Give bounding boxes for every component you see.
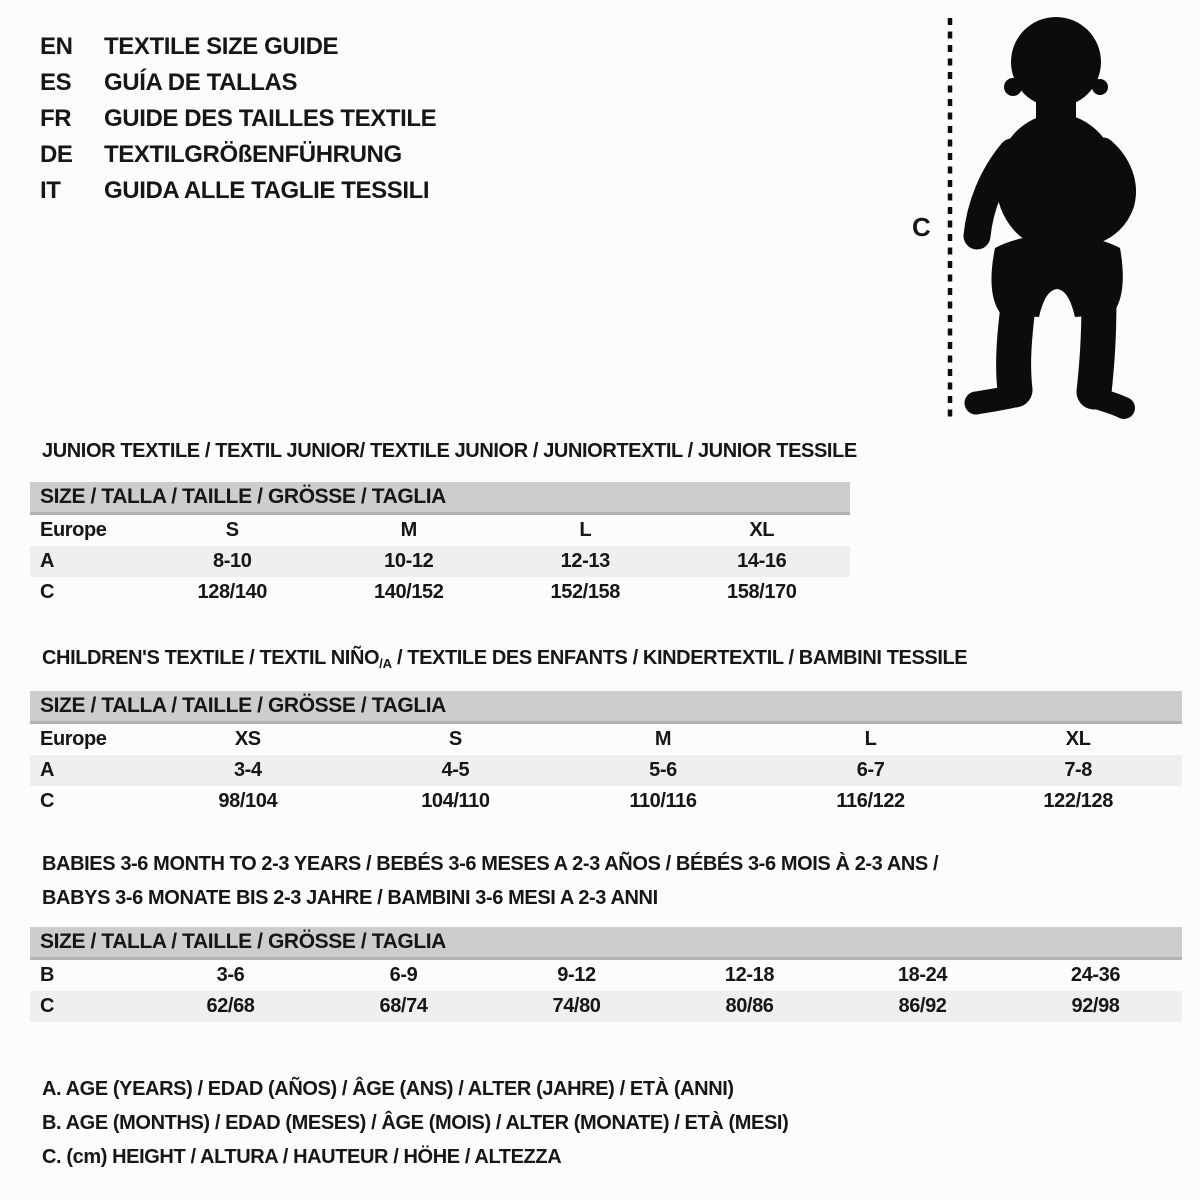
- value-cell: 140/152: [374, 581, 444, 603]
- height-label: C: [912, 212, 931, 242]
- table-row: [30, 960, 1182, 991]
- language-row: [40, 137, 436, 173]
- legend: [42, 1072, 788, 1174]
- size-header-bar: SIZE / TALLA / TAILLE / GRÖSSE / TAGLIA: [30, 482, 850, 515]
- table-row: [30, 515, 850, 546]
- language-row: [40, 65, 436, 101]
- value-cell: XL: [749, 519, 775, 541]
- value-cell: 122/128: [1043, 790, 1113, 812]
- language-label: TEXTILE SIZE GUIDE: [104, 33, 339, 60]
- language-list: [40, 29, 436, 209]
- value-cell: 9-12: [557, 964, 596, 986]
- value-cell: 6-7: [856, 759, 885, 781]
- language-label: GUIDE DES TAILLES TEXTILE: [104, 105, 437, 132]
- value-cell: L: [864, 728, 877, 750]
- language-code: FR: [40, 105, 72, 132]
- value-cell: 10-12: [384, 550, 434, 572]
- language-row: [40, 29, 436, 65]
- language-code: EN: [40, 33, 73, 60]
- value-cell: 18-24: [897, 964, 948, 986]
- value-cell: 12-13: [560, 550, 610, 572]
- value-cell: XL: [1065, 728, 1091, 750]
- language-code: DE: [40, 141, 73, 168]
- value-cell: 3-4: [233, 759, 262, 781]
- language-code: IT: [40, 177, 61, 204]
- row-label-cell: Europe: [40, 728, 107, 750]
- size-header-bar: SIZE / TALLA / TAILLE / GRÖSSE / TAGLIA: [30, 927, 1182, 960]
- babies-section-title: [42, 847, 938, 915]
- row-label-cell: C: [40, 581, 55, 603]
- table-row: [30, 577, 850, 608]
- table-row: [30, 724, 1182, 755]
- size-header-bar: SIZE / TALLA / TAILLE / GRÖSSE / TAGLIA: [30, 691, 1182, 724]
- language-row: [40, 173, 436, 209]
- value-cell: 3-6: [216, 964, 245, 986]
- title-text: / TEXTILE DES ENFANTS / KINDERTEXTIL / BAMBINI TESSILE: [391, 647, 968, 669]
- junior-section-title: [42, 434, 857, 468]
- value-cell: 128/140: [197, 581, 267, 603]
- value-cell: 14-16: [737, 550, 787, 572]
- value-cell: S: [448, 728, 462, 750]
- legend-line: C. (cm) HEIGHT / ALTURA / HAUTEUR / HÖHE / ALTEZZA: [42, 1146, 562, 1168]
- value-cell: L: [579, 519, 592, 541]
- value-cell: 98/104: [218, 790, 278, 812]
- value-cell: 24-36: [1070, 964, 1121, 986]
- row-label-cell: C: [40, 995, 55, 1017]
- value-cell: 6-9: [389, 964, 418, 986]
- value-cell: 68/74: [379, 995, 428, 1017]
- value-cell: 7-8: [1064, 759, 1093, 781]
- language-label: GUIDA ALLE TAGLIE TESSILI: [104, 177, 430, 204]
- value-cell: 158/170: [727, 581, 797, 603]
- value-cell: XS: [234, 728, 261, 750]
- title-text: BABYS 3-6 MONATE BIS 2-3 JAHRE / BAMBINI 3-6 MESI A 2-3 ANNI: [42, 887, 658, 909]
- children-section-title: [42, 641, 967, 681]
- value-cell: 110/116: [629, 790, 697, 812]
- value-cell: 74/80: [552, 995, 601, 1017]
- babies-size-table: [30, 927, 1182, 1022]
- legend-line: A. AGE (YEARS) / EDAD (AÑOS) / ÂGE (ANS) / ALTER (JAHRE) / ETÀ (ANNI): [42, 1078, 734, 1100]
- row-label-cell: Europe: [40, 519, 107, 541]
- children-size-table: [30, 691, 1182, 817]
- table-row: [30, 786, 1182, 817]
- title-text: BABIES 3-6 MONTH TO 2-3 YEARS / BEBÉS 3-6 MESES A 2-3 AÑOS / BÉBÉS 3-6 MOIS À 2-3 ANS /: [42, 853, 939, 875]
- table-row: [30, 755, 1182, 786]
- language-label: GUÍA DE TALLAS: [104, 69, 298, 96]
- value-cell: 80/86: [725, 995, 774, 1017]
- row-label-cell: B: [40, 964, 55, 986]
- section-title-line: [42, 881, 938, 915]
- value-cell: 62/68: [206, 995, 255, 1017]
- language-label: TEXTILGRÖßENFÜHRUNG: [104, 141, 402, 168]
- title-text: CHILDREN'S TEXTILE / TEXTIL NIÑO: [42, 647, 380, 669]
- value-cell: 104/110: [421, 790, 490, 812]
- section-title-line: [42, 641, 967, 681]
- value-cell: 116/122: [836, 790, 905, 812]
- title-text: JUNIOR TEXTILE / TEXTIL JUNIOR/ TEXTILE JUNIOR / JUNIORTEXTIL / JUNIOR TESSILE: [42, 440, 857, 462]
- row-label-cell: C: [40, 790, 55, 812]
- title-subscript: /A: [379, 656, 392, 671]
- value-cell: 92/98: [1071, 995, 1120, 1017]
- value-cell: 152/158: [550, 581, 620, 603]
- section-title-line: [42, 847, 938, 881]
- row-label-cell: A: [40, 759, 55, 781]
- legend-line: B. AGE (MONTHS) / EDAD (MESES) / ÂGE (MOIS) / ALTER (MONATE) / ETÀ (MESI): [42, 1112, 789, 1134]
- value-cell: 8-10: [213, 550, 252, 572]
- value-cell: 4-5: [441, 759, 470, 781]
- language-code: ES: [40, 69, 72, 96]
- toddler-silhouette-icon: [900, 0, 1200, 430]
- language-row: [40, 101, 436, 137]
- junior-size-table: [30, 482, 850, 608]
- value-cell: M: [654, 728, 672, 750]
- value-cell: S: [225, 519, 239, 541]
- value-cell: M: [400, 519, 417, 541]
- table-row: [30, 546, 850, 577]
- row-label-cell: A: [40, 550, 55, 572]
- section-title-line: [42, 434, 857, 468]
- value-cell: 86/92: [898, 995, 947, 1017]
- value-cell: 12-18: [724, 964, 775, 986]
- value-cell: 5-6: [649, 759, 677, 781]
- table-row: [30, 991, 1182, 1022]
